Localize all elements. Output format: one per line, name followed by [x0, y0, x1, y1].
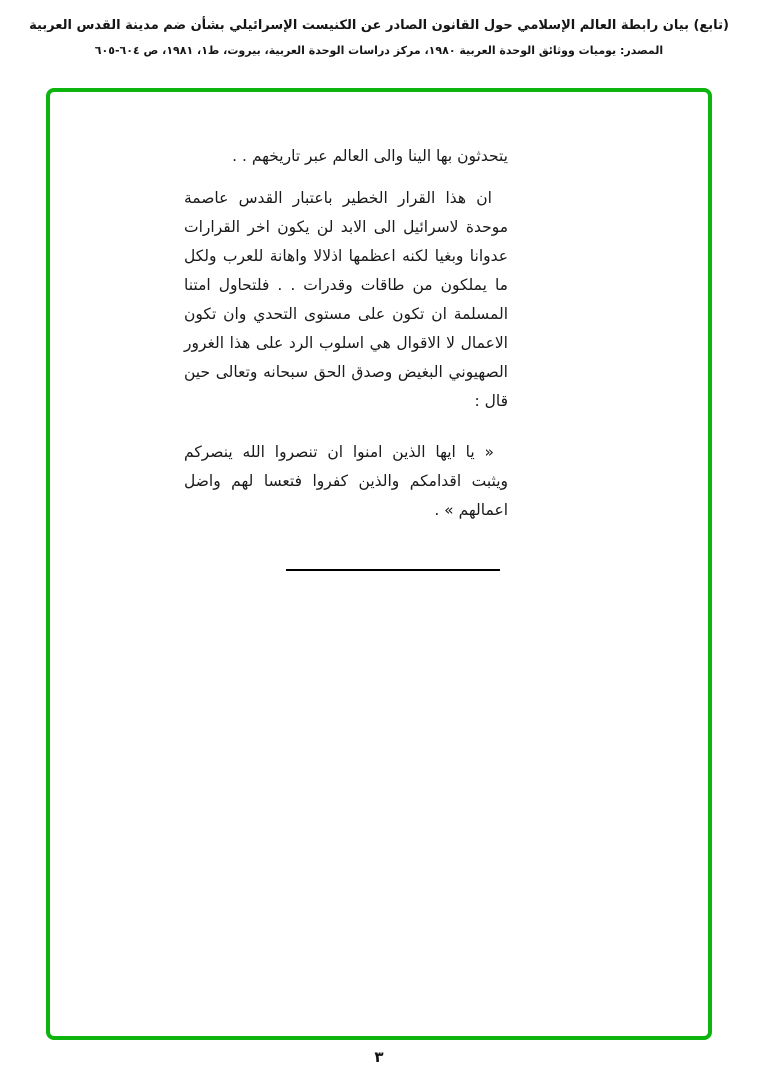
intro-line: يتحدثون بها الينا والى العالم عبر تاريخهم . . [232, 147, 508, 165]
header-source: المصدر: يوميات ووثائق الوحدة العربية ١٩٨٠، مركز دراسات الوحدة العربية، بيروت، ط١، ١٩٨١، ص ٦٠٤-٦٠٥ [94, 44, 664, 57]
quran-quote: « يا ايها الذين امنوا ان تنصروا الله ينصركم ويثبت اقدامكم والذين كفروا فتعسا لهم واضل اعمالهم » . [184, 443, 508, 519]
page-number: ٣ [374, 1048, 384, 1066]
header-title: (تابع) بيان رابطة العالم الإسلامي حول القانون الصادر عن الكنيست الإسرائيلي بشأن ضم مدينة القدس العربية [29, 18, 729, 33]
body-paragraph: ان هذا القرار الخطير باعتبار القدس عاصمة موحدة لاسرائيل الى الابد لن يكون اخر القرارات عدوانا وبغيا لكنه اعظمها اذلالا واهانة للعرب ولكل ما يملكون من طاقات وقدرات . . فلتحاول امتنا المسلمة ان تكون على مستوى التحدي وان تكون الاعمال لا الاقوال هي اسلوب الرد على هذا الغرور الصهيوني البغيض وصدق الحق سبحانه وتعالى حين قال : [184, 189, 508, 410]
footnote-divider [286, 569, 500, 571]
document-header [0, 0, 758, 59]
document-content [184, 142, 508, 571]
green-frame [46, 88, 712, 1040]
